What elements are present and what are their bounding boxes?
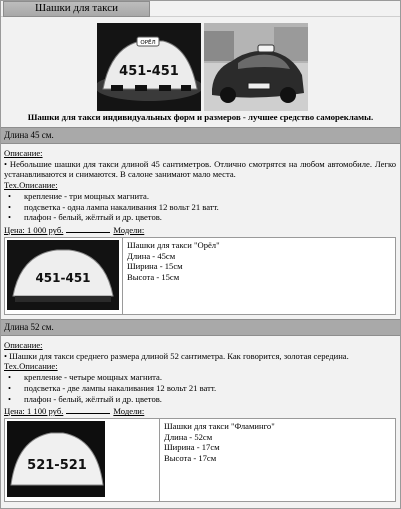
description-label: Описание: bbox=[4, 148, 43, 158]
product-width: Ширина - 17см bbox=[164, 442, 220, 453]
section-header-45: Длина 45 см. bbox=[1, 127, 400, 144]
section-body-52 bbox=[1, 336, 400, 502]
product-height: Высота - 17см bbox=[164, 453, 217, 464]
hero-car-image bbox=[204, 23, 308, 111]
hero-sign-brand: ОРЁЛ bbox=[140, 40, 156, 46]
hero-sign-number: 451-451 bbox=[119, 64, 179, 79]
product-length: Длина - 52см bbox=[164, 431, 213, 442]
feature-item: • подсветка - одна лампа накаливания 12 вольт 21 ватт. bbox=[4, 202, 396, 213]
product-height: Высота - 15см bbox=[127, 272, 180, 283]
section-body-45 bbox=[1, 144, 400, 315]
section-header-52: Длина 52 см. bbox=[1, 319, 400, 336]
title-bar bbox=[1, 1, 400, 17]
price-text: Цена: 1 100 руб. bbox=[4, 406, 64, 417]
price-line bbox=[4, 405, 396, 417]
feature-item: • плафон - белый, жёлтый и др. цветов. bbox=[4, 394, 396, 405]
feature-item: • плафон - белый, жёлтый и др. цветов. bbox=[4, 212, 396, 223]
tech-label: Тех.Описание: bbox=[4, 361, 58, 372]
hero-sign-image bbox=[97, 23, 201, 111]
product-length: Длина - 45см bbox=[127, 250, 176, 261]
price-text: Цена: 1 000 руб. bbox=[4, 225, 64, 236]
taxi-sign-photo bbox=[7, 421, 105, 497]
product-image bbox=[5, 419, 160, 501]
feature-list bbox=[4, 372, 396, 404]
product-sign-number: 521-521 bbox=[27, 458, 87, 474]
description-text: • Небольшие шашки для такси длиной 45 сантиметров. Отлично смотрятся на любом автомобиле. Легко устанавливаются и снимаются. В салоне занимают мало места. bbox=[4, 158, 396, 180]
product-card bbox=[4, 418, 396, 502]
product-width: Ширина - 15см bbox=[127, 261, 183, 272]
tech-label: Тех.Описание: bbox=[4, 180, 58, 191]
product-sign-number: 451-451 bbox=[35, 270, 91, 285]
price-divider bbox=[66, 405, 110, 414]
feature-item: • крепление - четыре мощных магнита. bbox=[4, 372, 396, 383]
price-divider bbox=[66, 224, 110, 233]
hero-caption: Шашки для такси индивидуальных форм и размеров - лучшее средство саморекламы. bbox=[27, 112, 374, 122]
taxi-sign-illustration bbox=[97, 23, 201, 111]
product-specs bbox=[160, 419, 279, 501]
product-name: Шашки для такси "Фламинго" bbox=[164, 421, 275, 432]
product-specs bbox=[123, 238, 224, 314]
product-name: Шашки для такси "Орёл" bbox=[127, 239, 220, 250]
hero bbox=[1, 17, 400, 122]
feature-item: • подсветка - две лампы накаливания 12 вольт 21 ватт. bbox=[4, 383, 396, 394]
taxi-sign-photo bbox=[7, 240, 119, 310]
description-text: • Шашки для такси среднего размера длиной 52 сантиметра. Как говорится, золотая середина. bbox=[4, 350, 349, 361]
price-line bbox=[4, 224, 396, 236]
taxi-car-photo bbox=[204, 23, 308, 111]
feature-item: • крепление - три мощных магнита. bbox=[4, 191, 396, 202]
product-image bbox=[5, 238, 123, 314]
models-label: Модели: bbox=[113, 225, 145, 236]
page-title: Шашки для такси bbox=[35, 2, 118, 14]
product-card bbox=[4, 237, 396, 315]
models-label: Модели: bbox=[113, 406, 145, 417]
description-label: Описание: bbox=[4, 339, 43, 350]
feature-list bbox=[4, 191, 396, 223]
